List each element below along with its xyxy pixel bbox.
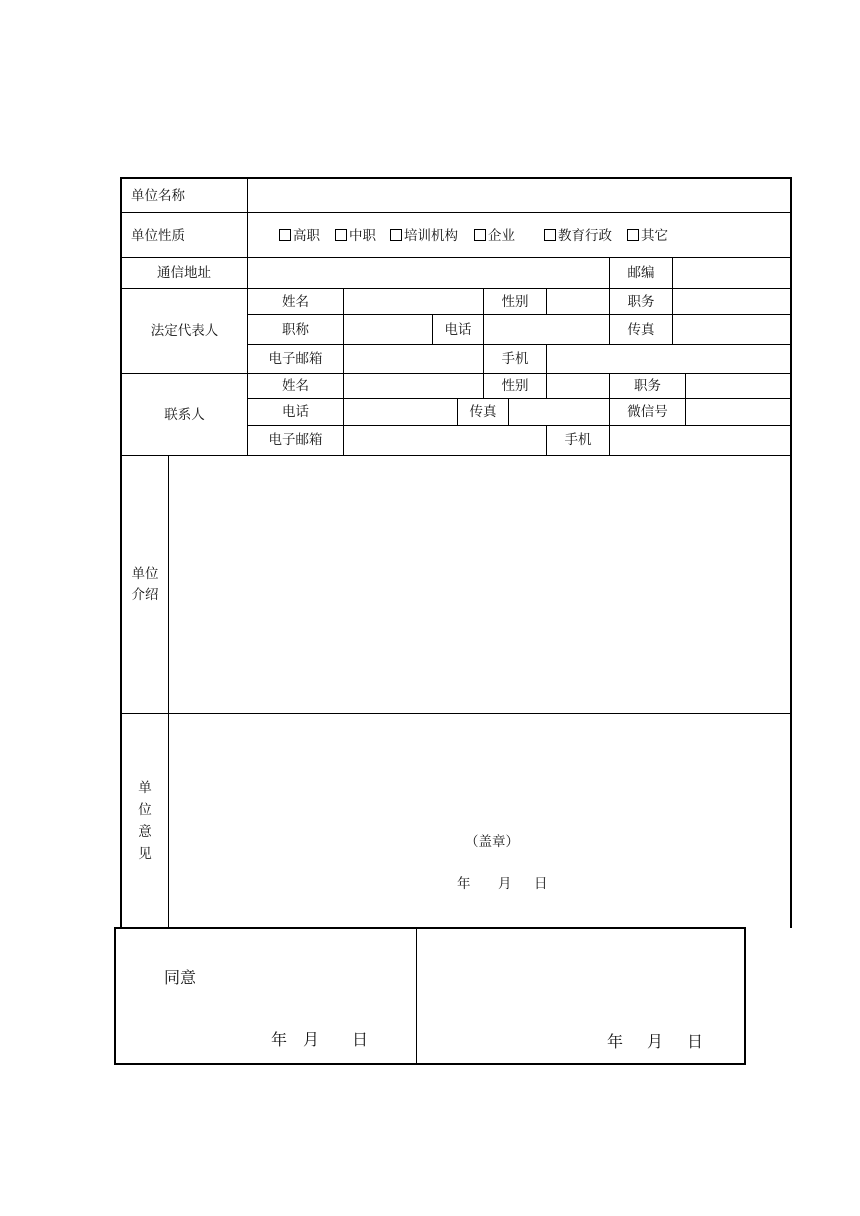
postcode-label: 邮编 [627, 265, 655, 281]
contact-name-label: 姓名 [282, 378, 309, 394]
legal-rep-phone-label: 电话 [444, 322, 472, 338]
contact-email-field[interactable] [345, 427, 545, 455]
legal-rep-fax-field[interactable] [674, 316, 789, 343]
opinion-label-char-3: 意 [138, 824, 152, 840]
contact-wechat-label: 微信号 [627, 404, 668, 420]
address-label: 通信地址 [157, 265, 211, 281]
legal-rep-title-field[interactable] [345, 316, 431, 343]
legal-rep-mobile-label: 手机 [501, 351, 529, 367]
contact-label: 联系人 [164, 407, 205, 423]
legal-rep-name-field[interactable] [345, 290, 482, 313]
intro-field[interactable] [170, 457, 789, 712]
unit-type-option-education-admin[interactable]: 教育行政 [544, 228, 612, 244]
unit-type-option-secondary-vocational[interactable]: 中职 [335, 228, 376, 244]
legal-rep-position-field[interactable] [674, 290, 789, 313]
address-field[interactable] [249, 259, 608, 287]
contact-mobile-field[interactable] [611, 427, 789, 455]
checkbox-icon [279, 229, 291, 241]
right-date-year: 年 [607, 1032, 624, 1051]
legal-rep-gender-field[interactable] [548, 290, 608, 313]
unit-name-field[interactable] [249, 180, 789, 211]
unit-type-option-other[interactable]: 其它 [627, 228, 668, 244]
seal-text: （盖章） [465, 834, 519, 850]
checkbox-icon [390, 229, 402, 241]
contact-gender-label: 性别 [501, 378, 529, 394]
opinion-label-char-1: 单 [138, 780, 152, 796]
contact-fax-field[interactable] [510, 400, 608, 424]
unit-name-label: 单位名称 [131, 188, 185, 204]
checkbox-icon [335, 229, 347, 241]
checkbox-icon [544, 229, 556, 241]
left-date-day: 日 [352, 1030, 369, 1049]
opinion-date-day: 日 [534, 876, 548, 892]
unit-type-label: 单位性质 [131, 228, 185, 244]
left-date-year: 年 [271, 1030, 288, 1049]
unit-type-option-training[interactable]: 培训机构 [390, 228, 458, 244]
intro-label-line2: 介绍 [131, 587, 159, 603]
legal-rep-name-label: 姓名 [282, 294, 309, 310]
opinion-field[interactable] [170, 715, 789, 927]
opinion-date-month: 月 [498, 876, 512, 892]
agree-text: 同意 [164, 968, 197, 987]
unit-type-option-enterprise[interactable]: 企业 [474, 228, 515, 244]
contact-name-field[interactable] [345, 375, 482, 397]
postcode-field[interactable] [674, 259, 789, 287]
contact-fax-label: 传真 [469, 404, 497, 420]
contact-phone-label: 电话 [282, 404, 309, 420]
contact-mobile-label: 手机 [564, 432, 592, 448]
contact-position-field[interactable] [687, 375, 789, 397]
legal-rep-email-field[interactable] [345, 346, 482, 372]
contact-position-label: 职务 [634, 378, 661, 394]
left-date-month: 月 [303, 1030, 320, 1049]
unit-type-option-higher-vocational[interactable]: 高职 [279, 228, 320, 244]
opinion-label-char-2: 位 [138, 802, 152, 818]
contact-email-label: 电子邮箱 [268, 432, 323, 448]
legal-rep-label: 法定代表人 [150, 323, 219, 339]
intro-label-line1: 单位 [131, 566, 159, 582]
legal-rep-phone-field[interactable] [485, 316, 608, 343]
legal-rep-mobile-field[interactable] [548, 346, 789, 372]
opinion-label-char-4: 见 [138, 846, 152, 862]
opinion-date-year: 年 [457, 876, 471, 892]
legal-rep-gender-label: 性别 [501, 294, 529, 310]
legal-rep-position-label: 职务 [627, 294, 655, 310]
checkbox-icon [474, 229, 486, 241]
right-date-day: 日 [687, 1032, 704, 1051]
legal-rep-title-label: 职称 [282, 322, 309, 338]
legal-rep-email-label: 电子邮箱 [268, 351, 323, 367]
legal-rep-fax-label: 传真 [627, 322, 655, 338]
right-date-month: 月 [647, 1032, 664, 1051]
contact-phone-field[interactable] [345, 400, 456, 424]
contact-wechat-field[interactable] [687, 400, 789, 424]
contact-gender-field[interactable] [548, 375, 608, 397]
checkbox-icon [627, 229, 639, 241]
